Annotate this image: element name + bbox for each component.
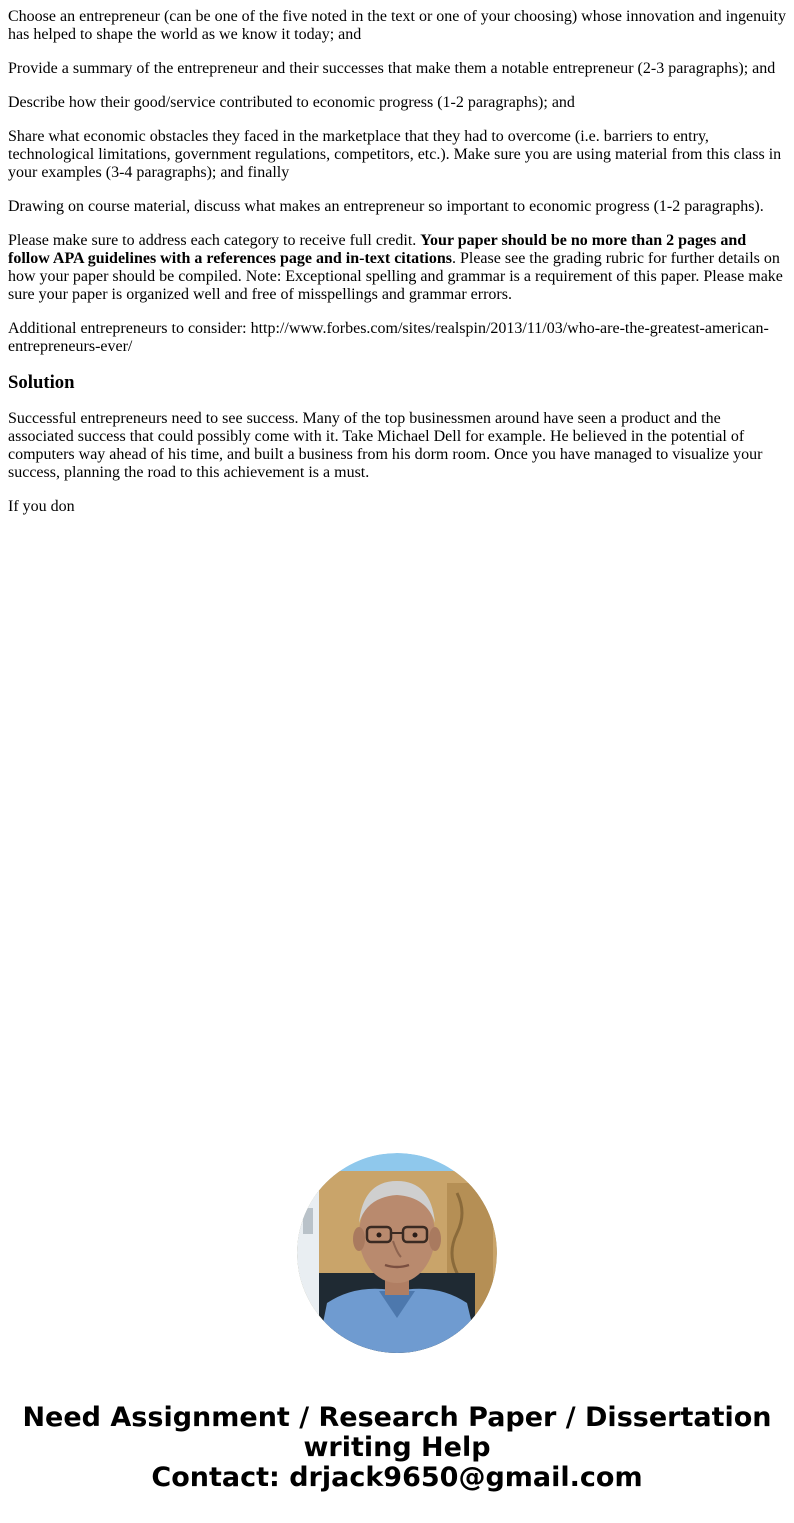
instruction-paragraph: Choose an entrepreneur (can be one of the five noted in the text or one of your choosing) whose innovation and ingenuity has helped to shape the world as we know it today; and (8, 8, 786, 43)
requirements-paragraph (8, 232, 788, 304)
document-content (8, 8, 788, 532)
promo-line: writing Help (303, 1432, 491, 1463)
solution-heading: Solution (8, 372, 75, 393)
additional-entrepreneurs: Additional entrepreneurs to consider: http://www.forbes.com/sites/realspin/2013/11/03/who-are-the-greatest-american-entrepreneurs-ever/ (8, 320, 769, 355)
requirements-lead: Please make sure to address each category to receive full credit. (8, 232, 421, 249)
instruction-paragraph: Describe how their good/service contributed to economic progress (1-2 paragraphs); and (8, 94, 575, 111)
promo-banner (0, 1403, 794, 1493)
instruction-paragraph: Drawing on course material, discuss what makes an entrepreneur so important to economic progress (1-2 paragraphs). (8, 198, 764, 215)
avatar (297, 1153, 497, 1353)
avatar-photo (297, 1153, 497, 1353)
promo-line: Need Assignment / Research Paper / Dissertation (22, 1402, 772, 1433)
requirements-tail: . Please see the grading rubric for further details on how your paper should be compiled. Note: Exceptional spelling and grammar is a requirement of this paper. Please make sure your paper is organized well and free of misspellings and grammar errors. (8, 250, 783, 303)
solution-paragraph: Successful entrepreneurs need to see success. Many of the top businessmen around have seen a product and the associated success that could possibly come with it. Take Michael Dell for example. He believed in the potential of computers way ahead of his time, and built a business from his dorm room. Once you have managed to visualize your success, planning the road to this achievement is a must. (8, 410, 763, 481)
promo-contact: Contact: drjack9650@gmail.com (151, 1462, 643, 1493)
instruction-paragraph: Share what economic obstacles they faced in the marketplace that they had to overcome (i.e. barriers to entry, technological limitations, government regulations, competitors, etc.). Make sure you are using material from this class in your examples (3-4 paragraphs); and finally (8, 128, 782, 181)
requirements-bold: Your paper should be no more than 2 pages and follow APA guidelines with a references page and in-text citations (8, 232, 747, 267)
instruction-paragraph: Provide a summary of the entrepreneur and their successes that make them a notable entrepreneur (2-3 paragraphs); and (8, 60, 776, 77)
solution-truncated: If you don (8, 498, 75, 515)
